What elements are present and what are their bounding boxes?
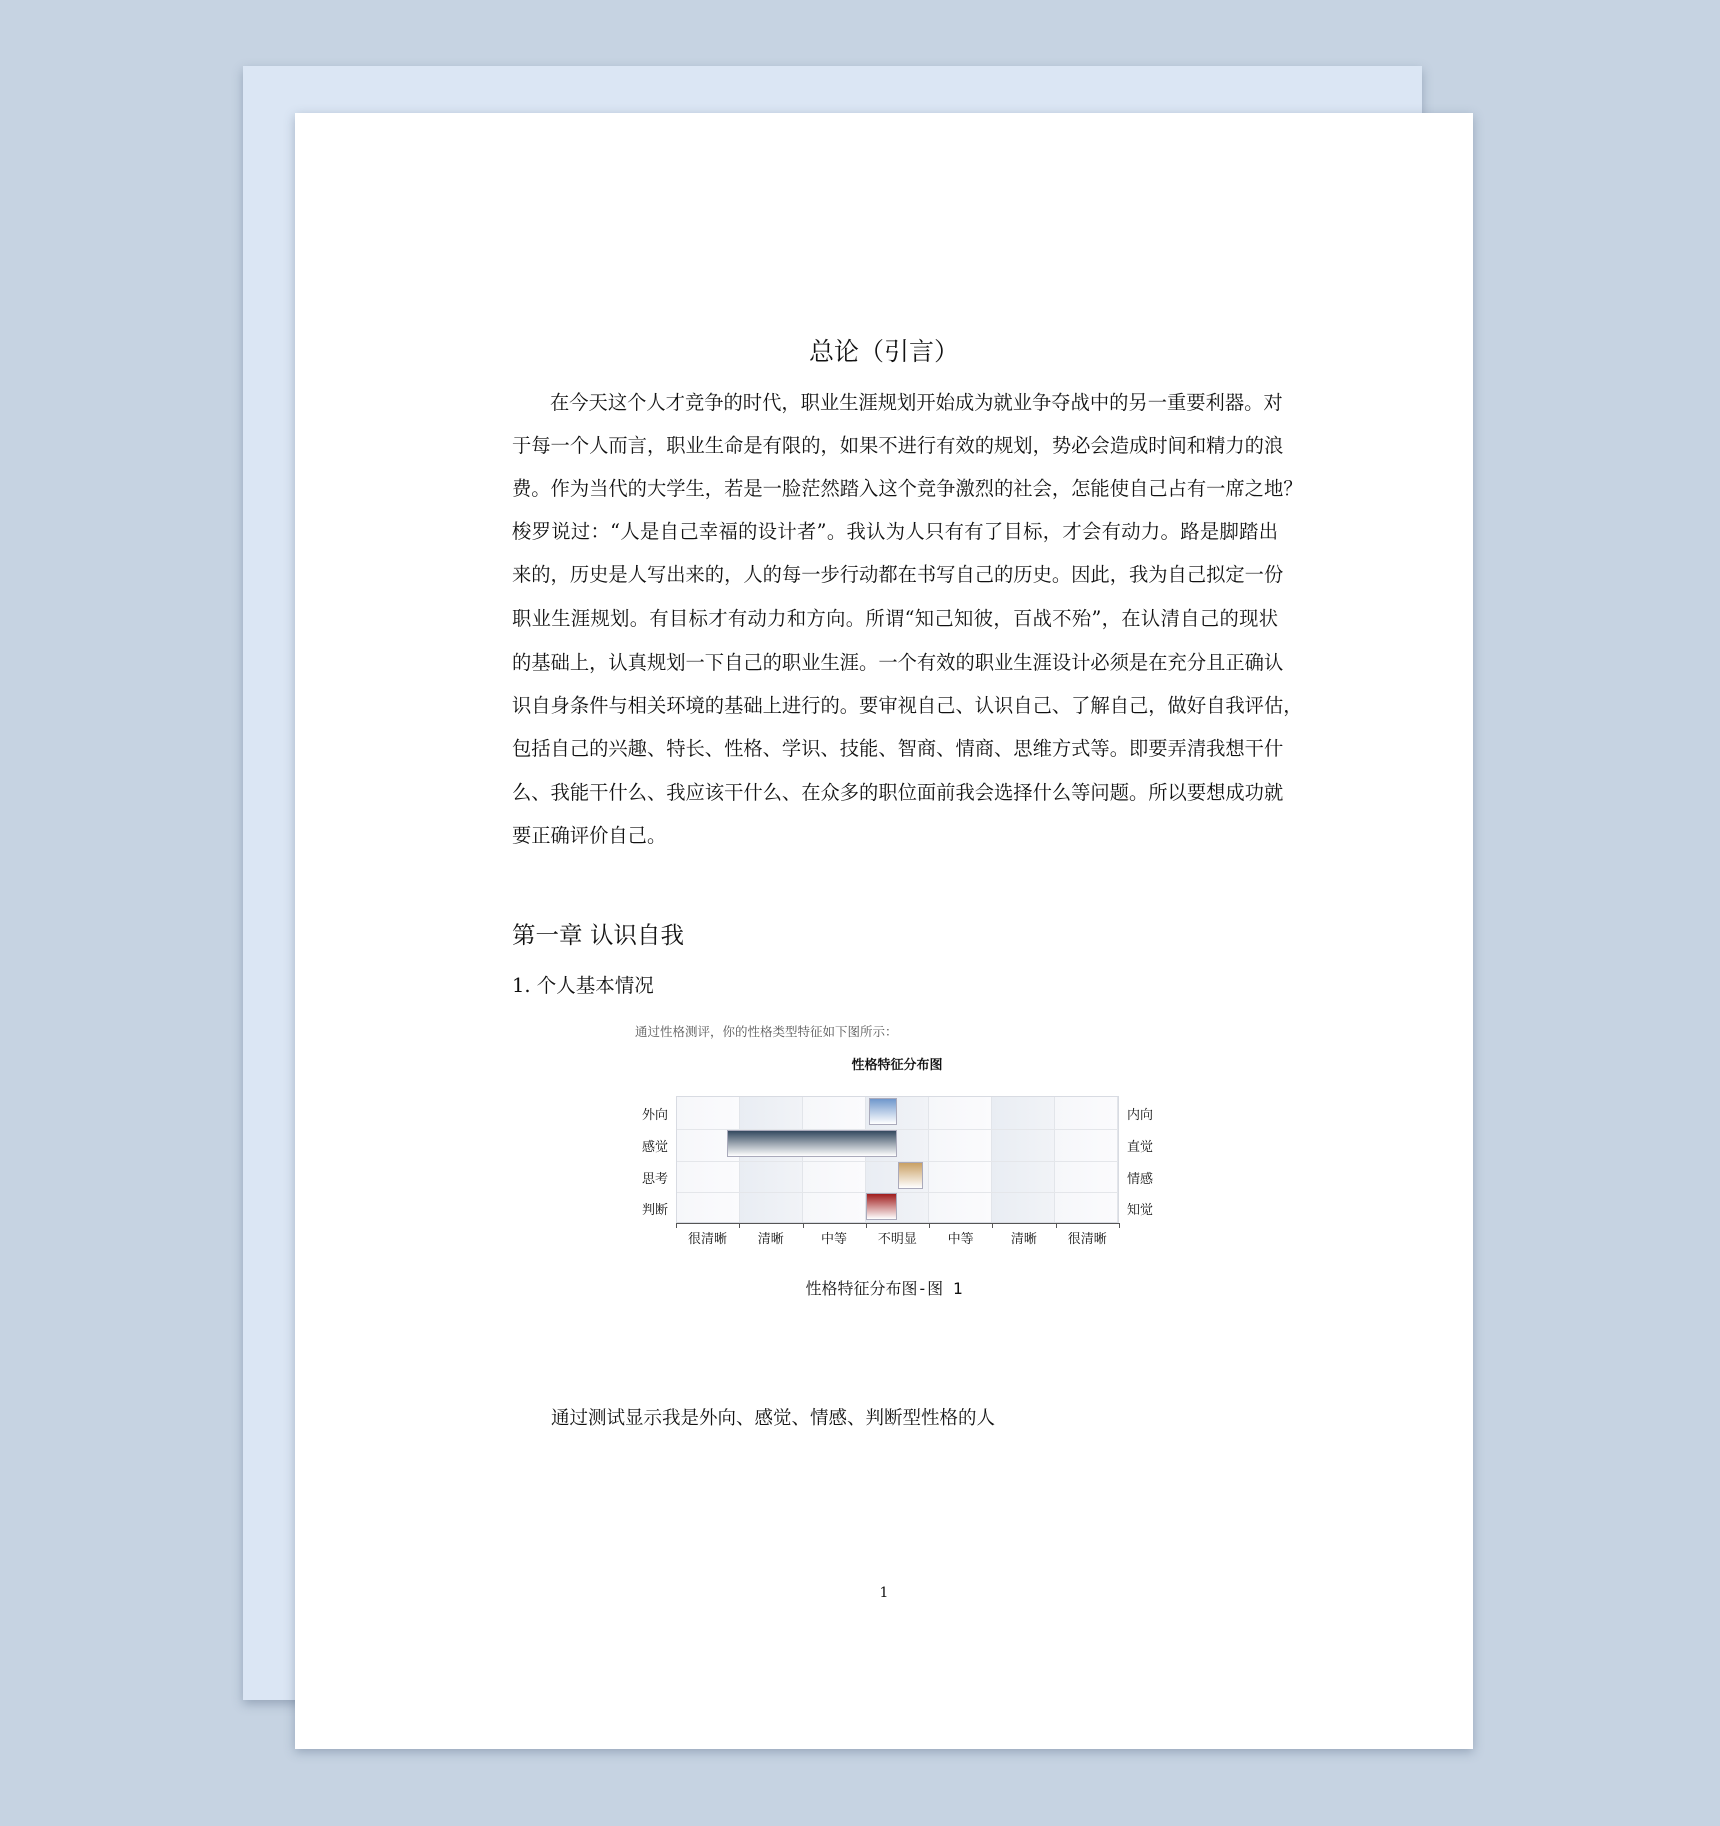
intro-line: 包括自己的兴趣、特长、性格、学识、技能、智商、情商、思维方式等。即要弄清我想干什 xyxy=(512,737,1284,760)
chart-bar-0 xyxy=(869,1098,897,1125)
x-tick-label: 中等 xyxy=(947,1232,974,1247)
intro-line: 的基础上，认真规划一下自己的职业生涯。一个有效的职业生涯设计必须是在充分且正确认 xyxy=(512,651,1284,674)
left-trait-label: 外向 xyxy=(641,1108,668,1123)
x-tick-label: 很清晰 xyxy=(1067,1232,1107,1247)
x-tick-label: 不明显 xyxy=(877,1232,917,1247)
x-axis xyxy=(676,1223,1119,1224)
intro-line: 来的，历史是人写出来的，人的每一步行动都在书写自己的历史。因此，我为自己拟定一份 xyxy=(512,563,1284,586)
page-number: 1 xyxy=(879,1585,889,1601)
x-tick-label: 清晰 xyxy=(757,1232,784,1247)
chart-note: 通过性格测评，你的性格类型特征如下图所示： xyxy=(635,1024,898,1039)
chart-grid xyxy=(676,1096,1119,1223)
intro-line: 要正确评价自己。 xyxy=(512,824,667,847)
x-tick xyxy=(676,1223,677,1228)
grid-row-line xyxy=(677,1192,1118,1193)
intro-line: 费。作为当代的大学生，若是一脸茫然踏入这个竞争激烈的社会，怎能使自己占有一席之地？ xyxy=(512,477,1303,500)
document-page xyxy=(295,113,1473,1749)
x-tick xyxy=(1056,1223,1057,1228)
intro-line: 职业生涯规划。有目标才有动力和方向。所谓“知己知彼，百战不殆”，在认清自己的现状 xyxy=(512,607,1278,630)
x-tick xyxy=(992,1223,993,1228)
x-tick xyxy=(866,1223,867,1228)
x-tick-label: 中等 xyxy=(821,1232,848,1247)
right-trait-label: 内向 xyxy=(1127,1108,1154,1123)
x-tick-label: 清晰 xyxy=(1010,1232,1037,1247)
intro-line: 么、我能干什么、我应该干什么、在众多的职位面前我会选择什么等问题。所以要想成功就 xyxy=(512,781,1284,804)
left-trait-label: 判断 xyxy=(641,1203,668,1219)
intro-line: 梭罗说过：“人是自己幸福的设计者”。我认为人只有有了目标，才会有动力。路是脚踏出 xyxy=(512,520,1278,543)
chapter-heading: 第一章 认识自我 xyxy=(512,921,684,949)
conclusion-text: 通过测试显示我是外向、感觉、情感、判断型性格的人 xyxy=(551,1408,996,1429)
right-trait-label: 知觉 xyxy=(1127,1203,1154,1219)
chart-bar-3 xyxy=(866,1193,898,1220)
intro-line: 在今天这个人才竞争的时代，职业生涯规划开始成为就业争夺战中的另一重要利器。对 xyxy=(550,391,1283,414)
chart-bar-1 xyxy=(727,1130,898,1157)
section-heading: 1. 个人基本情况 xyxy=(512,974,654,997)
x-tick xyxy=(929,1223,930,1228)
figure-caption: 性格特征分布图-图 1 xyxy=(805,1279,963,1298)
x-tick-label: 很清晰 xyxy=(687,1232,727,1247)
chart-title: 性格特征分布图 xyxy=(851,1058,943,1073)
left-trait-label: 感觉 xyxy=(641,1139,668,1155)
x-tick xyxy=(739,1223,740,1228)
chart-bar-2 xyxy=(898,1162,923,1189)
x-tick xyxy=(803,1223,804,1228)
x-tick xyxy=(1119,1223,1120,1228)
right-trait-label: 直觉 xyxy=(1127,1139,1154,1155)
intro-line: 于每一个人而言，职业生命是有限的，如果不进行有效的规划，势必会造成时间和精力的浪 xyxy=(512,434,1284,457)
left-trait-label: 思考 xyxy=(641,1171,668,1187)
intro-line: 识自身条件与相关环境的基础上进行的。要审视自己、认识自己、了解自己，做好自我评估， xyxy=(512,694,1303,717)
right-trait-label: 情感 xyxy=(1127,1171,1154,1187)
document-title: 总论（引言） xyxy=(808,337,959,366)
